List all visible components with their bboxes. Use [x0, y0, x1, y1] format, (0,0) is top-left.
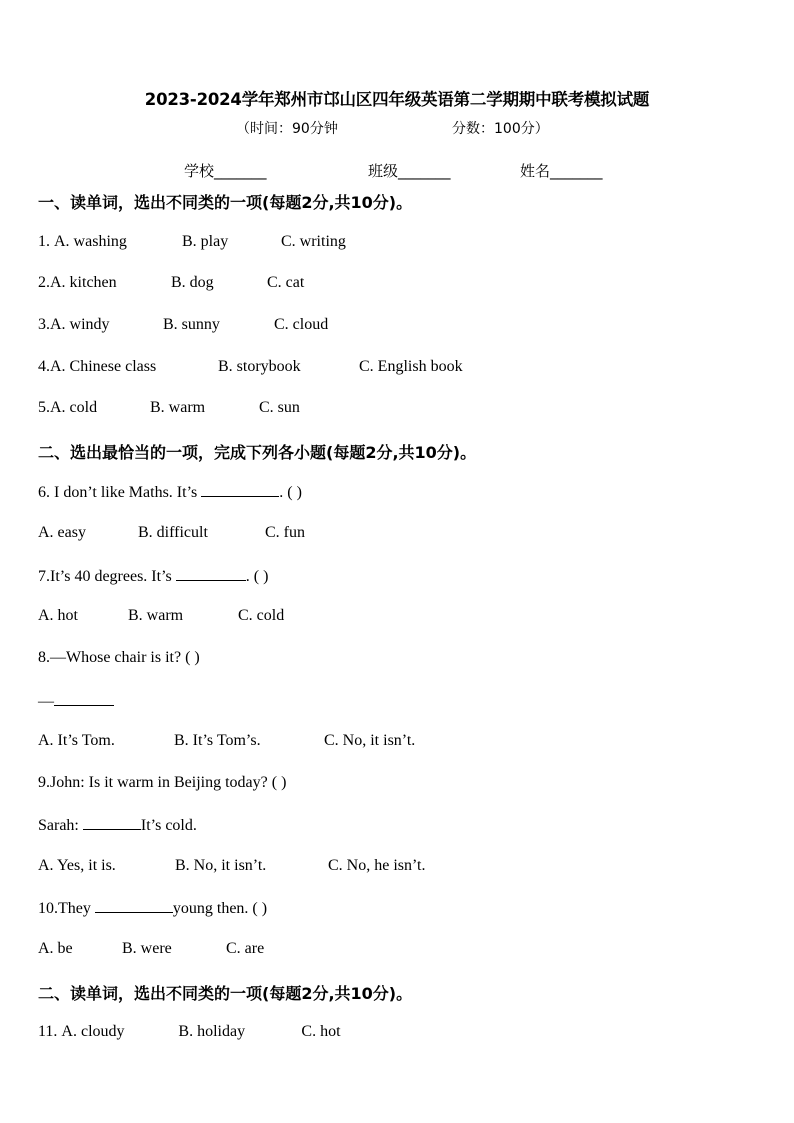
q4-option-a: A. Chinese class: [50, 358, 157, 375]
q7-option-c: C. cold: [238, 607, 285, 624]
q1-option-b: B. play: [182, 233, 229, 250]
question-9-sarah-line: [38, 815, 197, 835]
q7-stem: 7.It’s 40 degrees. It’s: [38, 568, 176, 585]
q9-option-b: B. No, it isn’t.: [175, 857, 267, 874]
q2-option-a: A. kitchen: [50, 274, 117, 291]
q11-option-a: A. cloudy: [61, 1023, 125, 1040]
question-10-options: [38, 940, 264, 958]
q4-number: 4.: [38, 358, 50, 375]
q3-option-a: A. windy: [50, 316, 110, 333]
q7-option-a: A. hot: [38, 607, 78, 624]
q8-option-b: B. It’s Tom’s.: [174, 732, 261, 749]
q6-option-b: B. difficult: [138, 524, 208, 541]
q10-option-c: C. are: [226, 940, 265, 957]
q10-option-a: A. be: [38, 940, 73, 957]
q5-option-c: C. sun: [259, 399, 300, 416]
q1-option-c: C. writing: [281, 233, 346, 250]
q4-option-b: B. storybook: [218, 358, 301, 375]
exam-time: （时间：90分钟: [236, 121, 338, 137]
q9-option-a: A. Yes, it is.: [38, 857, 116, 874]
q10-stem-end: young then. ( ): [172, 900, 268, 917]
question-1: [38, 233, 346, 251]
q4-option-c: C. English book: [359, 358, 463, 375]
q9-sarah-label: Sarah:: [38, 817, 83, 834]
q8-option-c: C. No, it isn’t.: [324, 732, 416, 749]
q8-dash: —: [38, 693, 54, 710]
q5-number: 5.: [38, 399, 50, 416]
q3-option-b: B. sunny: [163, 316, 220, 333]
q5-option-a: A. cold: [50, 399, 98, 416]
q11-option-c: C. hot: [301, 1023, 341, 1040]
q8-blank: [54, 691, 114, 706]
q2-number: 2.: [38, 274, 50, 291]
q6-option-c: C. fun: [265, 524, 305, 541]
q6-blank: [201, 482, 279, 497]
question-7: [38, 566, 268, 586]
q9-sarah-reply: It’s cold.: [140, 817, 197, 834]
school-field: 学校_______: [184, 162, 267, 180]
q3-option-c: C. cloud: [274, 316, 329, 333]
question-6: [38, 482, 302, 502]
name-field: 姓名_______: [520, 162, 603, 180]
q1-option-a: A. washing: [54, 233, 127, 250]
question-10: [38, 898, 267, 918]
exam-title: 2023-2024学年郑州市邙山区四年级英语第二学期期中联考模拟试题: [144, 90, 650, 109]
q6-stem: 6. I don’t like Maths. It’s: [38, 484, 202, 501]
q8-option-a: A. It’s Tom.: [38, 732, 115, 749]
question-2: [38, 274, 304, 292]
question-5: [38, 399, 300, 417]
q7-blank: [176, 566, 246, 581]
q7-option-b: B. warm: [128, 607, 184, 624]
q6-stem-end: . ( ): [279, 484, 302, 501]
q7-stem-end: . ( ): [245, 568, 269, 585]
q11-number: 11.: [38, 1023, 62, 1040]
q5-option-b: B. warm: [150, 399, 206, 416]
section3-heading: 二、读单词，选出不同类的一项(每题2分,共10分)。: [38, 984, 413, 1003]
exam-score: 分数：100分）: [452, 121, 549, 137]
question-8: 8.—Whose chair is it? ( ): [38, 649, 200, 666]
question-9-options: [38, 857, 425, 875]
q10-blank: [95, 898, 173, 913]
q9-blank: [83, 815, 141, 830]
q10-stem: 10.They: [38, 900, 95, 917]
question-8-options: [38, 732, 415, 750]
question-4: [38, 358, 463, 376]
q11-option-b: B. holiday: [178, 1023, 246, 1040]
q9-option-c: C. No, he isn’t.: [328, 857, 426, 874]
section2-heading: 二、选出最恰当的一项，完成下列各小题(每题2分,共10分)。: [38, 443, 477, 462]
question-11: [38, 1023, 341, 1041]
q1-number: 1.: [38, 233, 54, 250]
section1-heading: 一、读单词，选出不同类的一项(每题2分,共10分)。: [38, 193, 413, 212]
question-8-answer-line: [38, 691, 114, 711]
question-3: [38, 316, 328, 334]
q10-option-b: B. were: [122, 940, 172, 957]
class-field: 班级_______: [368, 162, 451, 180]
question-9: 9.John: Is it warm in Beijing today? ( ): [38, 774, 287, 791]
q2-option-b: B. dog: [171, 274, 214, 291]
q3-number: 3.: [38, 316, 50, 333]
question-6-options: [38, 524, 305, 542]
q2-option-c: C. cat: [267, 274, 305, 291]
question-7-options: [38, 607, 284, 625]
q6-option-a: A. easy: [38, 524, 86, 541]
